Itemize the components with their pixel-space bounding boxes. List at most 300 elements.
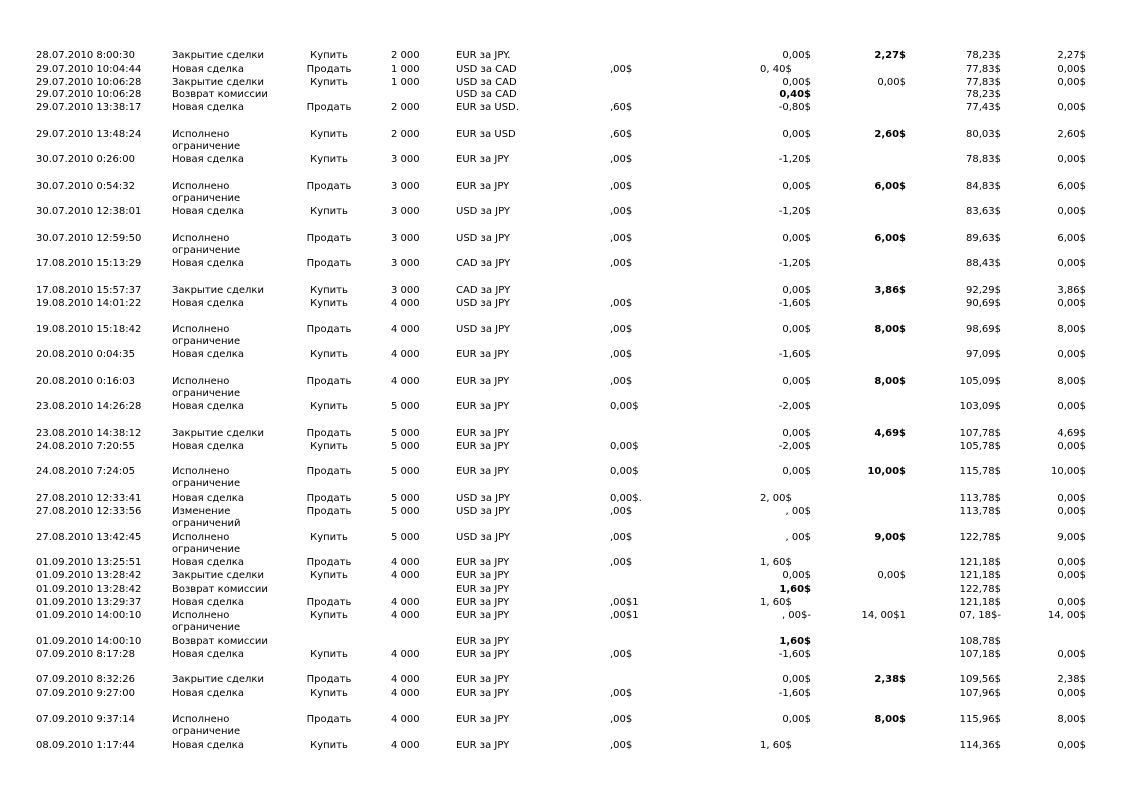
row-result: 2,38$: [1057, 674, 1086, 685]
row-operation-type: Исполнено: [172, 610, 230, 621]
row-result: 10,00$: [1051, 466, 1086, 477]
row-operation-type-line2: ограничение: [172, 726, 241, 737]
row-direction: Продать: [306, 102, 352, 113]
row-balance: 77,43$: [966, 102, 1001, 113]
row-operation-type: Новая сделка: [172, 740, 244, 751]
row-currency-pair: USD за CAD: [456, 89, 517, 100]
row-direction: Продать: [306, 557, 352, 568]
row-currency-pair: USD за JPY: [456, 506, 511, 517]
row-date: 29.07.2010 13:48:24: [36, 129, 142, 140]
row-profit: 2,60$: [874, 129, 906, 140]
row-date: 29.07.2010 10:04:44: [36, 64, 142, 75]
row-operation-type: Закрытие сделки: [172, 50, 264, 61]
row-result: 3,86$: [1057, 285, 1086, 296]
row-result: 9,00$: [1057, 532, 1086, 543]
row-result: 4,69$: [1057, 428, 1086, 439]
row-currency-pair: EUR за JPY: [456, 714, 510, 725]
row-operation-type: Новая сделка: [172, 649, 244, 660]
row-currency-pair: EUR за JPY: [456, 649, 510, 660]
row-value-a: ,00$: [610, 64, 633, 75]
row-value-a: ,00$: [610, 258, 633, 269]
row-direction: Продать: [306, 428, 352, 439]
row-balance: 105,78$: [959, 441, 1001, 452]
row-operation-type: Исполнено: [172, 532, 230, 543]
row-date: 30.07.2010 0:54:32: [36, 181, 135, 192]
row-profit: 6,00$: [874, 233, 906, 244]
row-operation-type: Исполнено: [172, 233, 230, 244]
row-date: 01.09.2010 13:25:51: [36, 557, 142, 568]
row-operation-type: Изменение: [172, 506, 231, 517]
row-balance: 92,29$: [966, 285, 1001, 296]
row-direction: Продать: [306, 324, 352, 335]
row-amount: 1 000: [391, 64, 420, 75]
row-date: 17.08.2010 15:57:37: [36, 285, 142, 296]
row-operation-type: Новая сделка: [172, 258, 244, 269]
row-result: 0,00$: [1057, 506, 1086, 517]
row-result: 0,00$: [1057, 77, 1086, 88]
row-result: 0,00$: [1057, 64, 1086, 75]
table-row: [0, 89, 1122, 101]
row-operation-type: Исполнено: [172, 466, 230, 477]
row-value-b: , 00$-: [781, 610, 811, 621]
table-row: [0, 688, 1122, 700]
table-row: [0, 441, 1122, 453]
row-amount: 2 000: [391, 129, 420, 140]
row-currency-pair: USD за CAD: [456, 77, 517, 88]
row-result: 6,00$: [1057, 233, 1086, 244]
row-balance: 78,83$: [966, 154, 1001, 165]
row-profit: 8,00$: [874, 714, 906, 725]
row-result: 8,00$: [1057, 376, 1086, 387]
row-operation-type-line2: ограничение: [172, 544, 241, 555]
row-date: 19.08.2010 14:01:22: [36, 298, 142, 309]
row-amount: 4 000: [391, 376, 420, 387]
row-amount: 2 000: [391, 102, 420, 113]
row-balance: 77,83$: [966, 64, 1001, 75]
row-result: 0,00$: [1057, 258, 1086, 269]
table-row: [0, 506, 1122, 529]
row-balance: 77,83$: [966, 77, 1001, 88]
row-amount: 3 000: [391, 206, 420, 217]
row-profit: 14, 00$1: [861, 610, 906, 621]
row-balance: 121,18$: [959, 597, 1001, 608]
row-direction: Купить: [310, 688, 348, 699]
row-operation-type-line2: ограничение: [172, 245, 241, 256]
row-value-b: -1,60$: [778, 349, 811, 360]
row-direction: Продать: [306, 466, 352, 477]
row-value-b: 0,00$: [782, 181, 811, 192]
row-direction: Купить: [310, 50, 348, 61]
row-value-b: 0,00$: [782, 376, 811, 387]
table-row: [0, 233, 1122, 256]
row-direction: Продать: [306, 493, 352, 504]
row-value-b: 0,00$: [782, 50, 811, 61]
row-balance: 98,69$: [966, 324, 1001, 335]
row-operation-type: Новая сделка: [172, 401, 244, 412]
row-direction: Купить: [310, 401, 348, 412]
row-direction: Купить: [310, 285, 348, 296]
row-balance: 122,78$: [959, 532, 1001, 543]
row-date: 23.08.2010 14:38:12: [36, 428, 142, 439]
row-direction: Продать: [306, 376, 352, 387]
row-date: 01.09.2010 14:00:10: [36, 610, 142, 621]
row-direction: Купить: [310, 129, 348, 140]
row-balance: 83,63$: [966, 206, 1001, 217]
row-value-a: 0,00$: [610, 441, 639, 452]
row-amount: 4 000: [391, 688, 420, 699]
table-row: [0, 532, 1122, 555]
row-direction: Продать: [306, 506, 352, 517]
row-date: 01.09.2010 14:00:10: [36, 636, 142, 647]
row-balance: 107,96$: [959, 688, 1001, 699]
row-operation-type-line2: ограничений: [172, 518, 241, 529]
row-balance: 109,56$: [959, 674, 1001, 685]
table-row: [0, 740, 1122, 752]
row-operation-type-line2: ограничение: [172, 388, 241, 399]
row-direction: Купить: [310, 649, 348, 660]
row-value-b: 0,00$: [782, 129, 811, 140]
row-date: 28.07.2010 8:00:30: [36, 50, 135, 61]
table-row: [0, 154, 1122, 166]
row-date: 20.08.2010 0:04:35: [36, 349, 135, 360]
row-amount: 5 000: [391, 401, 420, 412]
row-amount: 4 000: [391, 714, 420, 725]
row-result: 0,00$: [1057, 298, 1086, 309]
row-currency-pair: EUR за JPY: [456, 466, 510, 477]
row-direction: Продать: [306, 233, 352, 244]
row-amount: 5 000: [391, 493, 420, 504]
row-date: 01.09.2010 13:28:42: [36, 570, 142, 581]
row-value-b: 0,00$: [782, 714, 811, 725]
row-profit: 0,00$: [877, 77, 906, 88]
row-value-b: 1, 60$: [760, 557, 792, 568]
row-currency-pair: EUR за JPY: [456, 557, 510, 568]
row-amount: 5 000: [391, 466, 420, 477]
row-value-b: 0,40$: [779, 89, 811, 100]
row-value-a: ,00$: [610, 233, 633, 244]
row-balance: 107,18$: [959, 649, 1001, 660]
row-amount: 5 000: [391, 532, 420, 543]
row-value-b: 0,00$: [782, 466, 811, 477]
row-balance: 121,18$: [959, 557, 1001, 568]
row-balance: 90,69$: [966, 298, 1001, 309]
table-row: [0, 610, 1122, 633]
row-date: 01.09.2010 13:28:42: [36, 584, 142, 595]
table-row: [0, 493, 1122, 505]
row-date: 30.07.2010 12:59:50: [36, 233, 142, 244]
row-balance: 114,36$: [959, 740, 1001, 751]
row-operation-type: Новая сделка: [172, 557, 244, 568]
row-operation-type: Новая сделка: [172, 64, 244, 75]
row-currency-pair: EUR за JPY: [456, 688, 510, 699]
row-result: 0,00$: [1057, 649, 1086, 660]
row-amount: 2 000: [391, 50, 420, 61]
row-operation-type: Возврат комиссии: [172, 584, 268, 595]
row-date: 29.07.2010 10:06:28: [36, 77, 142, 88]
row-result: 0,00$: [1057, 401, 1086, 412]
row-amount: 4 000: [391, 557, 420, 568]
row-value-b: 0,00$: [782, 285, 811, 296]
row-result: 0,00$: [1057, 349, 1086, 360]
row-value-b: -1,20$: [778, 206, 811, 217]
row-amount: 5 000: [391, 441, 420, 452]
row-value-a: ,00$: [610, 376, 633, 387]
row-balance: 80,03$: [966, 129, 1001, 140]
row-direction: Купить: [310, 77, 348, 88]
row-currency-pair: EUR за JPY: [456, 154, 510, 165]
row-value-a: ,60$: [610, 102, 633, 113]
row-balance: 121,18$: [959, 570, 1001, 581]
row-amount: 5 000: [391, 506, 420, 517]
row-result: 14, 00$: [1047, 610, 1086, 621]
row-balance: 115,78$: [959, 466, 1001, 477]
row-result: 0,00$: [1057, 441, 1086, 452]
row-direction: Продать: [306, 674, 352, 685]
row-operation-type: Новая сделка: [172, 298, 244, 309]
row-date: 23.08.2010 14:26:28: [36, 401, 142, 412]
row-value-b: 0,00$: [782, 324, 811, 335]
row-currency-pair: CAD за JPY: [456, 258, 511, 269]
row-value-a: ,00$: [610, 649, 633, 660]
row-currency-pair: EUR за USD: [456, 129, 516, 140]
row-profit: 2,38$: [874, 674, 906, 685]
row-balance: 97,09$: [966, 349, 1001, 360]
table-row: [0, 285, 1122, 297]
row-value-a: 0,00$.: [610, 493, 642, 504]
row-amount: 3 000: [391, 258, 420, 269]
row-value-b: -1,60$: [778, 649, 811, 660]
row-balance: 78,23$: [966, 89, 1001, 100]
row-currency-pair: EUR за JPY: [456, 674, 510, 685]
table-row: [0, 77, 1122, 89]
row-currency-pair: EUR за JPY: [456, 376, 510, 387]
row-amount: 4 000: [391, 324, 420, 335]
row-operation-type: Закрытие сделки: [172, 570, 264, 581]
row-currency-pair: USD за JPY: [456, 206, 511, 217]
row-value-b: 0,00$: [782, 674, 811, 685]
row-profit: 10,00$: [867, 466, 906, 477]
row-direction: Купить: [310, 298, 348, 309]
row-currency-pair: EUR за JPY: [456, 181, 510, 192]
row-value-a: ,00$1: [610, 610, 639, 621]
table-row: [0, 636, 1122, 648]
row-direction: Купить: [310, 349, 348, 360]
row-value-b: 0,00$: [782, 77, 811, 88]
row-currency-pair: USD за JPY: [456, 233, 511, 244]
row-result: 0,00$: [1057, 740, 1086, 751]
row-amount: 5 000: [391, 428, 420, 439]
row-date: 20.08.2010 0:16:03: [36, 376, 135, 387]
row-operation-type-line2: ограничение: [172, 478, 241, 489]
row-currency-pair: USD за JPY: [456, 324, 511, 335]
row-balance: 89,63$: [966, 233, 1001, 244]
row-amount: 4 000: [391, 570, 420, 581]
row-date: 29.07.2010 13:38:17: [36, 102, 142, 113]
row-currency-pair: EUR за JPY: [456, 597, 510, 608]
row-amount: 3 000: [391, 285, 420, 296]
row-value-a: ,00$: [610, 324, 633, 335]
table-row: [0, 102, 1122, 114]
row-date: 27.08.2010 12:33:41: [36, 493, 142, 504]
row-direction: Купить: [310, 610, 348, 621]
row-value-a: ,00$: [610, 557, 633, 568]
row-date: 07.09.2010 8:17:28: [36, 649, 135, 660]
row-value-b: 1, 60$: [760, 740, 792, 751]
row-operation-type: Возврат комиссии: [172, 636, 268, 647]
row-date: 07.09.2010 9:37:14: [36, 714, 135, 725]
row-value-b: 2, 00$: [760, 493, 792, 504]
row-result: 8,00$: [1057, 714, 1086, 725]
row-operation-type: Исполнено: [172, 181, 230, 192]
row-value-b: -1,60$: [778, 688, 811, 699]
row-amount: 4 000: [391, 674, 420, 685]
row-direction: Продать: [306, 64, 352, 75]
row-value-b: 0,00$: [782, 428, 811, 439]
row-operation-type: Новая сделка: [172, 493, 244, 504]
row-amount: 3 000: [391, 181, 420, 192]
row-direction: Купить: [310, 740, 348, 751]
row-value-a: 0,00$: [610, 401, 639, 412]
row-value-b: 1,60$: [779, 584, 811, 595]
row-currency-pair: EUR за JPY: [456, 584, 510, 595]
row-currency-pair: EUR за JPY.: [456, 50, 511, 61]
row-value-a: ,00$: [610, 532, 633, 543]
row-value-a: ,00$: [610, 688, 633, 699]
row-operation-type: Закрытие сделки: [172, 285, 264, 296]
row-value-a: ,00$: [610, 740, 633, 751]
row-currency-pair: EUR за USD.: [456, 102, 519, 113]
row-direction: Купить: [310, 206, 348, 217]
table-row: [0, 570, 1122, 582]
row-date: 29.07.2010 10:06:28: [36, 89, 142, 100]
row-operation-type-line2: ограничение: [172, 193, 241, 204]
row-result: 0,00$: [1057, 206, 1086, 217]
row-operation-type: Новая сделка: [172, 597, 244, 608]
row-result: 0,00$: [1057, 570, 1086, 581]
row-profit: 6,00$: [874, 181, 906, 192]
table-row: [0, 714, 1122, 737]
row-result: 2,60$: [1057, 129, 1086, 140]
row-value-a: ,00$: [610, 298, 633, 309]
row-amount: 3 000: [391, 154, 420, 165]
row-date: 19.08.2010 15:18:42: [36, 324, 142, 335]
row-currency-pair: EUR за JPY: [456, 610, 510, 621]
row-direction: Продать: [306, 258, 352, 269]
row-amount: 4 000: [391, 649, 420, 660]
row-balance: 103,09$: [959, 401, 1001, 412]
row-result: 0,00$: [1057, 557, 1086, 568]
row-profit: 0,00$: [877, 570, 906, 581]
row-balance: 113,78$: [959, 493, 1001, 504]
row-profit: 2,27$: [874, 50, 906, 61]
row-operation-type: Закрытие сделки: [172, 428, 264, 439]
table-row: [0, 428, 1122, 440]
row-result: 0,00$: [1057, 154, 1086, 165]
row-currency-pair: EUR за JPY: [456, 636, 510, 647]
row-currency-pair: USD за JPY: [456, 493, 511, 504]
table-row: [0, 466, 1122, 489]
row-balance: 107,78$: [959, 428, 1001, 439]
table-row: [0, 584, 1122, 596]
row-balance: 115,96$: [959, 714, 1001, 725]
row-value-b: -1,20$: [778, 154, 811, 165]
row-date: 01.09.2010 13:29:37: [36, 597, 142, 608]
table-row: [0, 597, 1122, 609]
row-amount: 4 000: [391, 298, 420, 309]
table-row: [0, 181, 1122, 204]
row-value-b: , 00$: [785, 506, 811, 517]
row-date: 30.07.2010 0:26:00: [36, 154, 135, 165]
row-value-b: -1,60$: [778, 298, 811, 309]
row-direction: Купить: [310, 570, 348, 581]
row-date: 08.09.2010 1:17:44: [36, 740, 135, 751]
row-operation-type: Новая сделка: [172, 441, 244, 452]
row-operation-type: Закрытие сделки: [172, 674, 264, 685]
row-operation-type: Возврат комиссии: [172, 89, 268, 100]
row-operation-type: Исполнено: [172, 714, 230, 725]
row-value-b: 0,00$: [782, 233, 811, 244]
row-operation-type: Закрытие сделки: [172, 77, 264, 88]
table-row: [0, 674, 1122, 686]
row-date: 07.09.2010 8:32:26: [36, 674, 135, 685]
row-currency-pair: EUR за JPY: [456, 401, 510, 412]
row-currency-pair: USD за JPY: [456, 298, 511, 309]
row-value-a: ,00$: [610, 506, 633, 517]
row-direction: Продать: [306, 714, 352, 725]
row-value-b: , 00$: [785, 532, 811, 543]
row-value-b: -1,20$: [778, 258, 811, 269]
row-currency-pair: EUR за JPY: [456, 428, 510, 439]
row-direction: Купить: [310, 154, 348, 165]
row-balance: 113,78$: [959, 506, 1001, 517]
row-profit: 8,00$: [874, 376, 906, 387]
row-currency-pair: EUR за JPY: [456, 570, 510, 581]
row-operation-type-line2: ограничение: [172, 622, 241, 633]
row-date: 17.08.2010 15:13:29: [36, 258, 142, 269]
row-result: 0,00$: [1057, 493, 1086, 504]
row-date: 30.07.2010 12:38:01: [36, 206, 142, 217]
table-row: [0, 258, 1122, 270]
row-value-a: ,00$1: [610, 597, 639, 608]
row-balance: 105,09$: [959, 376, 1001, 387]
row-value-a: ,00$: [610, 206, 633, 217]
row-operation-type: Новая сделка: [172, 349, 244, 360]
table-row: [0, 324, 1122, 347]
row-value-a: ,00$: [610, 349, 633, 360]
row-result: 0,00$: [1057, 597, 1086, 608]
row-direction: Продать: [306, 181, 352, 192]
row-operation-type: Новая сделка: [172, 688, 244, 699]
row-profit: 9,00$: [874, 532, 906, 543]
row-balance: 108,78$: [959, 636, 1001, 647]
row-operation-type: Новая сделка: [172, 206, 244, 217]
row-currency-pair: USD за JPY: [456, 532, 511, 543]
row-amount: 4 000: [391, 740, 420, 751]
row-currency-pair: EUR за JPY: [456, 349, 510, 360]
row-operation-type: Новая сделка: [172, 102, 244, 113]
row-result: 0,00$: [1057, 102, 1086, 113]
table-row: [0, 298, 1122, 310]
row-value-b: 0, 40$: [760, 64, 792, 75]
row-date: 27.08.2010 12:33:56: [36, 506, 142, 517]
row-result: 8,00$: [1057, 324, 1086, 335]
row-value-a: ,00$: [610, 154, 633, 165]
row-value-a: ,60$: [610, 129, 633, 140]
row-direction: Продать: [306, 597, 352, 608]
row-operation-type: Исполнено: [172, 376, 230, 387]
row-value-b: 1,60$: [779, 636, 811, 647]
row-amount: 4 000: [391, 610, 420, 621]
